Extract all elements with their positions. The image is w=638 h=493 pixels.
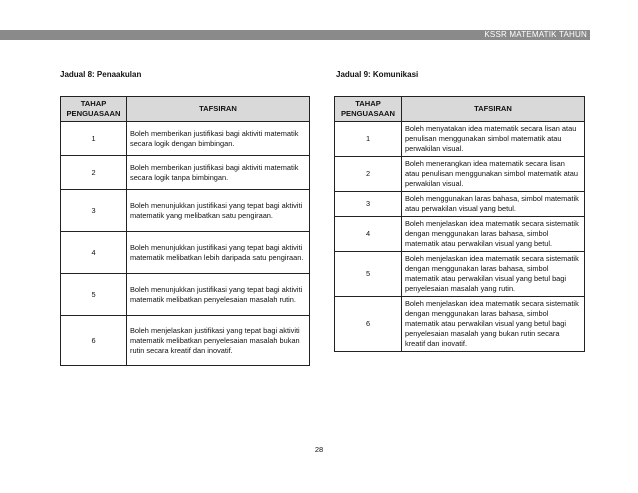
level-cell: 6 xyxy=(335,297,402,352)
interpretation-cell: Boleh menunjukkan justifikasi yang tepat bagi aktiviti matematik melibatkan penyelesaian masalah rutin. xyxy=(127,274,310,316)
level-cell: 2 xyxy=(335,157,402,192)
interpretation-cell: Boleh menunjukkan justifikasi yang tepat bagi aktiviti matematik melibatkan lebih daripada satu pengiraan. xyxy=(127,232,310,274)
interpretation-cell: Boleh memberikan justifikasi bagi aktiviti matematik secara logik tanpa bimbingan. xyxy=(127,156,310,190)
level-cell: 3 xyxy=(61,190,127,232)
column-header-interpretation: TAFSIRAN xyxy=(127,97,310,122)
column-header-level: TAHAP PENGUASAAN xyxy=(335,97,402,122)
table-caption-penaakulan: Jadual 8: Penaakulan xyxy=(60,70,142,79)
level-cell: 5 xyxy=(61,274,127,316)
table-row xyxy=(61,122,310,156)
table-komunikasi xyxy=(334,96,585,352)
table-penaakulan xyxy=(60,96,310,366)
table-row xyxy=(61,156,310,190)
interpretation-cell: Boleh memberikan justifikasi bagi aktiviti matematik secara logik dengan bimbingan. xyxy=(127,122,310,156)
header-title: KSSR MATEMATIK TAHUN 1 xyxy=(484,30,594,39)
interpretation-cell: Boleh menggunakan laras bahasa, simbol matematik atau perwakilan visual yang betul. xyxy=(402,192,585,217)
table-row xyxy=(335,217,585,252)
page-number: 28 xyxy=(314,445,324,454)
level-cell: 2 xyxy=(61,156,127,190)
level-cell: 6 xyxy=(61,316,127,366)
table-row xyxy=(335,192,585,217)
table-caption-komunikasi: Jadual 9: Komunikasi xyxy=(336,70,419,79)
level-cell: 4 xyxy=(335,217,402,252)
table-row xyxy=(61,232,310,274)
interpretation-cell: Boleh menjelaskan idea matematik secara sistematik dengan menggunakan laras bahasa, simbol matematik atau perwakilan visual yang betul. xyxy=(402,217,585,252)
level-cell: 5 xyxy=(335,252,402,297)
level-cell: 3 xyxy=(335,192,402,217)
table-row xyxy=(61,274,310,316)
interpretation-cell: Boleh menjelaskan idea matematik secara sistematik dengan menggunakan laras bahasa, simbol matematik atau perwakilan visual yang betul bagi penyelesaian masalah yang bukan rutin secara kreatif dan inovatif. xyxy=(402,297,585,352)
table-row xyxy=(335,157,585,192)
level-cell: 1 xyxy=(61,122,127,156)
table-row xyxy=(61,190,310,232)
interpretation-cell: Boleh menjelaskan justifikasi yang tepat bagi aktiviti matematik melibatkan penyelesaian masalah bukan rutin secara kreatif dan inovatif. xyxy=(127,316,310,366)
interpretation-cell: Boleh menjelaskan idea matematik secara sistematik dengan menggunakan laras bahasa, simbol matematik atau perwakilan visual yang betul bagi penyelesaian masalah yang rutin. xyxy=(402,252,585,297)
table-row xyxy=(61,316,310,366)
table-row xyxy=(335,252,585,297)
table-row xyxy=(335,297,585,352)
interpretation-cell: Boleh menyatakan idea matematik secara lisan atau penulisan menggunakan simbol matematik atau perwakilan visual. xyxy=(402,122,585,157)
level-cell: 4 xyxy=(61,232,127,274)
interpretation-cell: Boleh menunjukkan justifikasi yang tepat bagi aktiviti matematik yang melibatkan satu pengiraan. xyxy=(127,190,310,232)
column-header-interpretation: TAFSIRAN xyxy=(402,97,585,122)
column-header-level: TAHAP PENGUASAAN xyxy=(61,97,127,122)
table-row xyxy=(335,122,585,157)
interpretation-cell: Boleh menerangkan idea matematik secara lisan atau penulisan menggunakan simbol matematik atau perwakilan visual. xyxy=(402,157,585,192)
level-cell: 1 xyxy=(335,122,402,157)
